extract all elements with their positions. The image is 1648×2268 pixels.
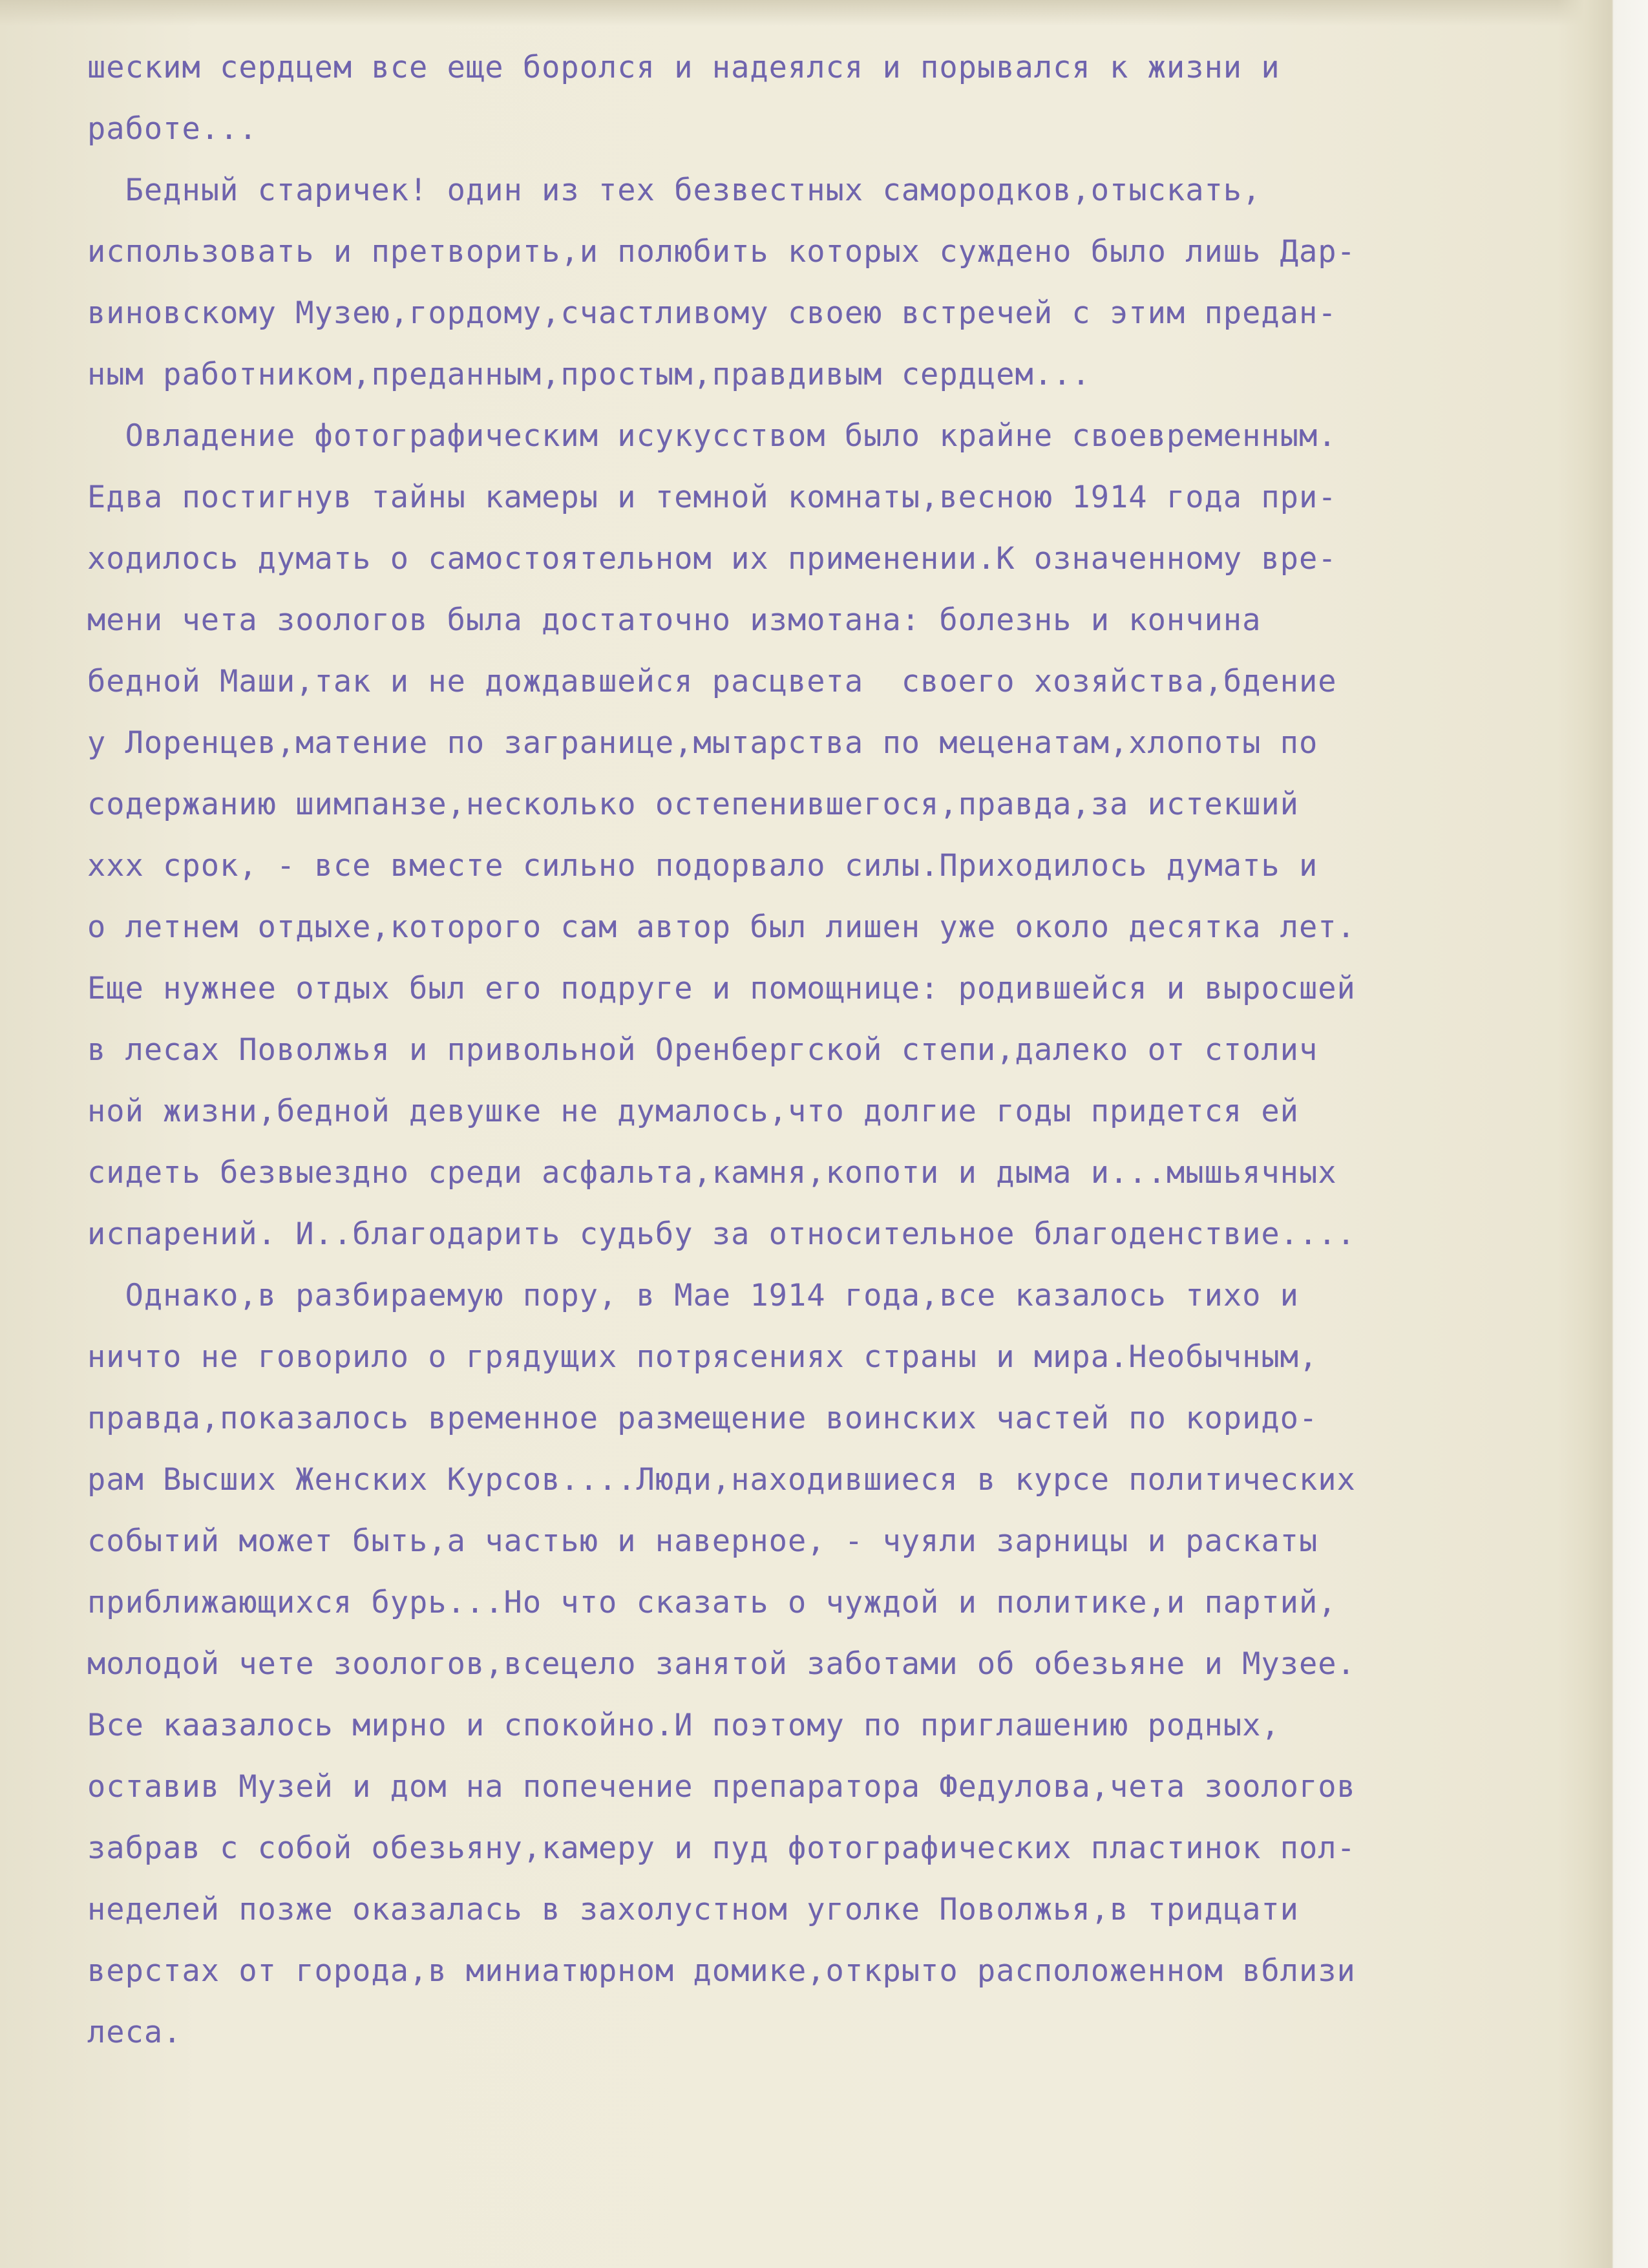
- text-line: ходилось думать о самостоятельном их применении.К означенному вре-: [87, 541, 1337, 577]
- text-line: мени чета зоологов была достаточно измотана: болезнь и кончина: [87, 602, 1262, 638]
- text-line: использовать и претворить,и полюбить которых суждено было лишь Дар-: [87, 234, 1356, 270]
- text-line: в лесах Поволжья и привольной Оренбергской степи,далеко от столич: [87, 1032, 1318, 1068]
- text-line: виновскому Музею,гордому,счастливому своею встречей с этим предан-: [87, 295, 1337, 331]
- text-line: Все каазалось мирно и спокойно.И поэтому по приглашению родных,: [87, 1708, 1280, 1743]
- text-line: леса.: [87, 2015, 182, 2050]
- text-line: работе...: [87, 111, 258, 147]
- text-line: ным работником,преданным,простым,правдивым сердцем...: [87, 357, 1091, 392]
- text-line: шеским сердцем все еще боролся и надеялся и порывался к жизни и: [87, 50, 1280, 85]
- text-line: бедной Маши,так и не дождавшейся расцвета своего хозяйства,бдение: [87, 664, 1337, 699]
- paper-top-edge: [0, 0, 1648, 26]
- text-line: рам Высших Женских Курсов....Люди,находившиеся в курсе политических: [87, 1462, 1356, 1498]
- text-line: сидеть безвыездно среди асфальта,камня,копоти и дыма и...мышьячных: [87, 1155, 1337, 1191]
- text-line: испарений. И..благодарить судьбу за относительное благоденствие....: [87, 1216, 1356, 1252]
- text-line: ной жизни,бедной девушке не думалось,что долгие годы придется ей: [87, 1094, 1299, 1129]
- text-line: Однако,в разбираемую пору, в Мае 1914 года,все казалось тихо и: [87, 1278, 1299, 1313]
- paper-right-edge: [1558, 0, 1648, 2268]
- text-line: неделей позже оказалась в захолустном уголке Поволжья,в тридцати: [87, 1892, 1299, 1927]
- text-line: забрав с собой обезьяну,камеру и пуд фотографических пластинок пол-: [87, 1830, 1356, 1866]
- text-line: приближающихся бурь...Но что сказать о чуждой и политике,и партий,: [87, 1585, 1337, 1620]
- text-line: Бедный старичек! один из тех безвестных самородков,отыскать,: [87, 173, 1262, 208]
- text-line: молодой чете зоологов,всецело занятой заботами об обезьяне и Музее.: [87, 1646, 1356, 1682]
- text-line: правда,показалось временное размещение воинских частей по коридо-: [87, 1401, 1318, 1436]
- text-line: верстах от города,в миниатюрном домике,открыто расположенном вблизи: [87, 1953, 1356, 1989]
- text-line: оставив Музей и дом на попечение препаратора Федулова,чета зоологов: [87, 1769, 1356, 1805]
- text-line: ничто не говорило о грядущих потрясениях страны и мира.Необычным,: [87, 1339, 1318, 1375]
- text-line: Овладение фотографическим исукусством было крайне своевременным.: [87, 418, 1337, 454]
- text-line: содержанию шимпанзе,несколько остепенившегося,правда,за истекший: [87, 787, 1299, 822]
- text-line: у Лоренцев,матение по загранице,мытарства по меценатам,хлопоты по: [87, 725, 1318, 761]
- text-line: событий может быть,а частью и наверное, - чуяли зарницы и раскаты: [87, 1523, 1318, 1559]
- text-line: Еще нужнее отдых был его подруге и помощнице: родившейся и выросшей: [87, 971, 1356, 1006]
- text-line: ххх срок, - все вместе сильно подорвало силы.Приходилось думать и: [87, 848, 1318, 884]
- text-line: о летнем отдыхе,которого сам автор был лишен уже около десятка лет.: [87, 909, 1356, 945]
- text-line: Едва постигнув тайны камеры и темной комнаты,весною 1914 года при-: [87, 480, 1337, 515]
